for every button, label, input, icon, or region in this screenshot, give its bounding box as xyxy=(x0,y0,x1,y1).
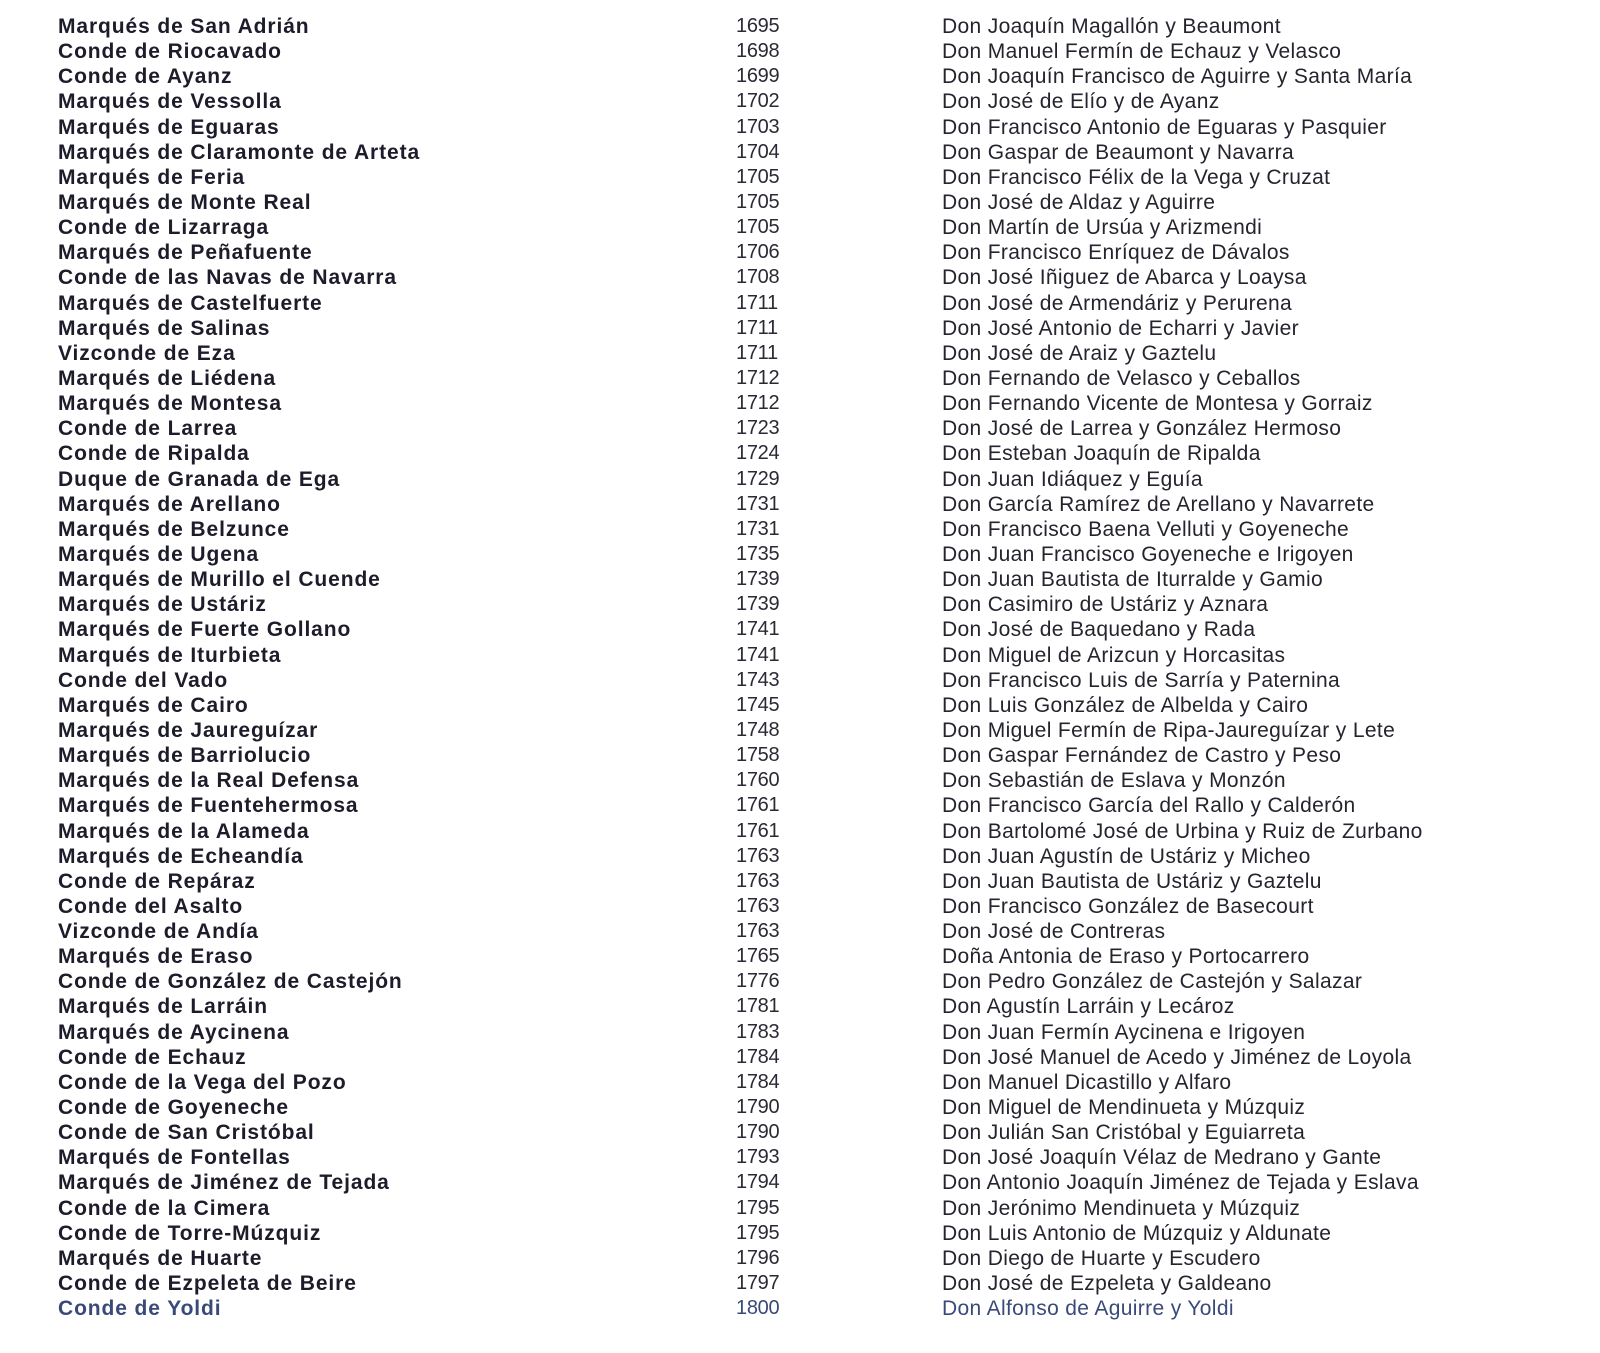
noble-title-cell: Marqués de Liédena xyxy=(58,366,277,390)
noble-title-cell: Conde de Lizarraga xyxy=(58,216,270,240)
table-row xyxy=(0,316,1600,341)
year-cell: 1711 xyxy=(736,341,778,364)
table-row xyxy=(0,1120,1600,1145)
holder-cell: Don Francisco Antonio de Eguaras y Pasquier xyxy=(942,115,1387,139)
table-row xyxy=(0,643,1600,668)
table-row xyxy=(0,1296,1600,1321)
table-row xyxy=(0,768,1600,793)
year-cell: 1800 xyxy=(736,1297,780,1320)
noble-title-cell: Marqués de Fuerte Gollano xyxy=(58,618,352,642)
noble-title-cell: Marqués de Echeandía xyxy=(58,844,304,868)
table-row xyxy=(0,14,1600,39)
table-row xyxy=(0,39,1600,64)
noble-title-cell: Conde de Ayanz xyxy=(58,65,233,89)
year-cell: 1790 xyxy=(736,1096,780,1119)
holder-cell: Don Francisco Baena Velluti y Goyeneche xyxy=(942,517,1350,541)
table-row xyxy=(0,869,1600,894)
year-cell: 1765 xyxy=(736,945,780,968)
year-cell: 1731 xyxy=(736,517,780,540)
noble-title-cell: Conde de Torre-Múzquiz xyxy=(58,1221,322,1245)
holder-cell: Don Luis González de Albelda y Cairo xyxy=(942,693,1309,717)
noble-title-cell: Marqués de Feria xyxy=(58,165,246,189)
noble-title-cell: Conde del Asalto xyxy=(58,894,244,918)
noble-title-cell: Conde de Riocavado xyxy=(58,40,282,64)
holder-cell: Don Esteban Joaquín de Ripalda xyxy=(942,442,1261,466)
holder-cell: Don Julián San Cristóbal y Eguiarreta xyxy=(942,1121,1306,1145)
noble-title-cell: Marqués de Barriolucio xyxy=(58,744,312,768)
holder-cell: Don José Iñiguez de Abarca y Loaysa xyxy=(942,266,1307,290)
table-row xyxy=(0,1070,1600,1095)
holder-cell: Don Juan Idiáquez y Eguía xyxy=(942,467,1203,491)
noble-title-cell: Marqués de Castelfuerte xyxy=(58,291,323,315)
table-row xyxy=(0,668,1600,693)
holder-cell: Don Francisco González de Basecourt xyxy=(942,894,1314,918)
year-cell: 1724 xyxy=(736,442,780,465)
table-row xyxy=(0,115,1600,140)
noble-title-cell: Marqués de Eraso xyxy=(58,945,254,969)
year-cell: 1795 xyxy=(736,1221,780,1244)
holder-cell: Don Francisco Enríquez de Dávalos xyxy=(942,241,1290,265)
titles-table xyxy=(0,14,1600,1321)
holder-cell: Don Juan Francisco Goyeneche e Irigoyen xyxy=(942,542,1354,566)
noble-title-cell: Marqués de Fontellas xyxy=(58,1146,291,1170)
holder-cell: Don Joaquín Magallón y Beaumont xyxy=(942,15,1281,38)
holder-cell: Don Juan Fermín Aycinena e Irigoyen xyxy=(942,1020,1306,1044)
year-cell: 1712 xyxy=(736,392,780,415)
noble-title-cell: Marqués de Belzunce xyxy=(58,517,290,541)
table-row xyxy=(0,215,1600,240)
table-row xyxy=(0,567,1600,592)
noble-title-cell: Marqués de Iturbieta xyxy=(58,643,282,667)
year-cell: 1790 xyxy=(736,1121,780,1144)
noble-title-cell: Conde de Ripalda xyxy=(58,442,250,466)
table-row xyxy=(0,542,1600,567)
year-cell: 1758 xyxy=(736,744,780,767)
holder-cell: Don Gaspar Fernández de Castro y Peso xyxy=(942,744,1342,768)
noble-title-cell: Conde de la Cimera xyxy=(58,1196,271,1220)
table-row xyxy=(0,467,1600,492)
table-body xyxy=(0,14,1600,1321)
table-row xyxy=(0,190,1600,215)
holder-cell: Don Fernando de Velasco y Ceballos xyxy=(942,366,1301,390)
noble-title-cell: Marqués de la Alameda xyxy=(58,819,310,843)
noble-title-cell: Conde de la Vega del Pozo xyxy=(58,1070,347,1094)
year-cell: 1748 xyxy=(736,718,780,741)
year-cell: 1741 xyxy=(736,618,780,641)
holder-cell: Don Pedro González de Castejón y Salazar xyxy=(942,970,1363,994)
year-cell: 1761 xyxy=(736,819,780,842)
table-row xyxy=(0,617,1600,642)
table-row xyxy=(0,89,1600,114)
year-cell: 1705 xyxy=(736,165,780,188)
table-row xyxy=(0,592,1600,617)
noble-title-cell: Marqués de Salinas xyxy=(58,316,271,340)
noble-title-cell: Conde de González de Castejón xyxy=(58,970,403,994)
holder-cell: Don Jerónimo Mendinueta y Múzquiz xyxy=(942,1196,1301,1220)
noble-title-cell: Marqués de Claramonte de Arteta xyxy=(58,140,421,164)
year-cell: 1763 xyxy=(736,894,780,917)
holder-cell: Don García Ramírez de Arellano y Navarrete xyxy=(942,492,1375,516)
holder-cell: Don Bartolomé José de Urbina y Ruiz de Zurbano xyxy=(942,819,1423,843)
year-cell: 1781 xyxy=(736,995,780,1018)
table-row xyxy=(0,919,1600,944)
noble-title-cell: Marqués de Fuentehermosa xyxy=(58,794,359,818)
table-row xyxy=(0,1145,1600,1170)
holder-cell: Don José de Aldaz y Aguirre xyxy=(942,190,1216,214)
year-cell: 1760 xyxy=(736,769,780,792)
year-cell: 1698 xyxy=(736,40,780,63)
table-row xyxy=(0,1095,1600,1120)
table-row xyxy=(0,994,1600,1019)
holder-cell: Don Manuel Dicastillo y Alfaro xyxy=(942,1070,1232,1094)
year-cell: 1763 xyxy=(736,844,780,867)
holder-cell: Don José de Armendáriz y Perurena xyxy=(942,291,1293,315)
table-row xyxy=(0,441,1600,466)
holder-cell: Don Fernando Vicente de Montesa y Gorraiz xyxy=(942,392,1373,416)
table-row xyxy=(0,793,1600,818)
noble-title-cell: Marqués de Jiménez de Tejada xyxy=(58,1171,390,1195)
holder-cell: Don José de Ezpeleta y Galdeano xyxy=(942,1272,1272,1296)
holder-cell: Don Gaspar de Beaumont y Navarra xyxy=(942,140,1295,164)
year-cell: 1795 xyxy=(736,1196,780,1219)
noble-title-cell: Vizconde de Andía xyxy=(58,920,259,944)
table-row xyxy=(0,1221,1600,1246)
noble-title-cell: Conde de San Cristóbal xyxy=(58,1121,315,1145)
noble-title-cell: Marqués de Larráin xyxy=(58,995,268,1019)
holder-cell: Don Antonio Joaquín Jiménez de Tejada y Eslava xyxy=(942,1171,1419,1195)
table-row xyxy=(0,391,1600,416)
table-row xyxy=(0,894,1600,919)
year-cell: 1711 xyxy=(736,316,778,339)
year-cell: 1794 xyxy=(736,1171,780,1194)
table-row xyxy=(0,291,1600,316)
year-cell: 1702 xyxy=(736,90,780,113)
year-cell: 1776 xyxy=(736,970,780,993)
year-cell: 1739 xyxy=(736,568,780,591)
noble-title-cell: Marqués de la Real Defensa xyxy=(58,769,360,793)
year-cell: 1695 xyxy=(736,15,780,37)
holder-cell: Don José de Contreras xyxy=(942,920,1166,944)
year-cell: 1763 xyxy=(736,869,780,892)
holder-cell: Don José de Araiz y Gaztelu xyxy=(942,341,1217,365)
year-cell: 1761 xyxy=(736,794,780,817)
noble-title-cell: Conde de Yoldi xyxy=(58,1297,222,1321)
year-cell: 1729 xyxy=(736,467,780,490)
table-row xyxy=(0,416,1600,441)
noble-title-cell: Marqués de Arellano xyxy=(58,492,281,516)
table-row xyxy=(0,1020,1600,1045)
year-cell: 1704 xyxy=(736,140,780,163)
year-cell: 1703 xyxy=(736,115,780,138)
holder-cell: Don Martín de Ursúa y Arizmendi xyxy=(942,216,1263,240)
holder-cell: Doña Antonia de Eraso y Portocarrero xyxy=(942,945,1310,969)
year-cell: 1705 xyxy=(736,216,780,239)
holder-cell: Don Manuel Fermín de Echauz y Velasco xyxy=(942,40,1342,64)
holder-cell: Don Miguel Fermín de Ripa-Jaureguízar y Lete xyxy=(942,718,1396,742)
year-cell: 1708 xyxy=(736,266,780,289)
table-row xyxy=(0,944,1600,969)
noble-title-cell: Vizconde de Eza xyxy=(58,341,236,365)
year-cell: 1711 xyxy=(736,291,778,314)
holder-cell: Don Casimiro de Ustáriz y Aznara xyxy=(942,593,1269,617)
noble-title-cell: Duque de Granada de Ega xyxy=(58,467,341,491)
noble-title-cell: Conde de las Navas de Navarra xyxy=(58,266,397,290)
table-row xyxy=(0,1196,1600,1221)
noble-title-cell: Marqués de San Adrián xyxy=(58,15,310,38)
noble-title-cell: Marqués de Jaureguízar xyxy=(58,718,319,742)
holder-cell: Don José Joaquín Vélaz de Medrano y Gante xyxy=(942,1146,1382,1170)
holder-cell: Don Sebastián de Eslava y Monzón xyxy=(942,769,1286,793)
year-cell: 1796 xyxy=(736,1246,780,1269)
table-row xyxy=(0,1170,1600,1195)
noble-title-cell: Marqués de Murillo el Cuende xyxy=(58,568,381,592)
noble-title-cell: Conde de Echauz xyxy=(58,1045,247,1069)
noble-title-cell: Marqués de Montesa xyxy=(58,392,282,416)
table-row xyxy=(0,1246,1600,1271)
holder-cell: Don José Manuel de Acedo y Jiménez de Loyola xyxy=(942,1045,1412,1069)
holder-cell: Don Francisco Félix de la Vega y Cruzat xyxy=(942,165,1331,189)
holder-cell: Don Alfonso de Aguirre y Yoldi xyxy=(942,1297,1234,1321)
year-cell: 1763 xyxy=(736,920,780,943)
year-cell: 1735 xyxy=(736,542,780,565)
table-row xyxy=(0,165,1600,190)
table-row xyxy=(0,819,1600,844)
holder-cell: Don Agustín Larráin y Lecároz xyxy=(942,995,1235,1019)
year-cell: 1745 xyxy=(736,693,780,716)
holder-cell: Don Francisco Luis de Sarría y Paternina xyxy=(942,668,1341,692)
year-cell: 1743 xyxy=(736,668,780,691)
table-row xyxy=(0,693,1600,718)
holder-cell: Don José de Baquedano y Rada xyxy=(942,618,1256,642)
table-row xyxy=(0,1045,1600,1070)
holder-cell: Don Juan Bautista de Iturralde y Gamio xyxy=(942,568,1323,592)
noble-title-cell: Marqués de Ugena xyxy=(58,542,260,566)
table-row xyxy=(0,1271,1600,1296)
noble-title-cell: Marqués de Peñafuente xyxy=(58,241,313,265)
year-cell: 1784 xyxy=(736,1070,780,1093)
year-cell: 1723 xyxy=(736,417,780,440)
year-cell: 1797 xyxy=(736,1272,780,1295)
year-cell: 1783 xyxy=(736,1020,780,1043)
noble-title-cell: Conde de Goyeneche xyxy=(58,1096,289,1120)
holder-cell: Don Miguel de Arizcun y Horcasitas xyxy=(942,643,1286,667)
year-cell: 1706 xyxy=(736,241,780,264)
year-cell: 1705 xyxy=(736,190,780,213)
year-cell: 1699 xyxy=(736,65,780,88)
year-cell: 1741 xyxy=(736,643,780,666)
noble-title-cell: Marqués de Monte Real xyxy=(58,190,312,214)
holder-cell: Don José de Larrea y González Hermoso xyxy=(942,417,1342,441)
noble-title-cell: Marqués de Aycinena xyxy=(58,1020,290,1044)
noble-title-cell: Marqués de Huarte xyxy=(58,1246,263,1270)
table-row xyxy=(0,265,1600,290)
holder-cell: Don Diego de Huarte y Escudero xyxy=(942,1246,1261,1270)
year-cell: 1793 xyxy=(736,1146,780,1169)
table-row xyxy=(0,64,1600,89)
table-row xyxy=(0,140,1600,165)
year-cell: 1712 xyxy=(736,366,780,389)
holder-cell: Don Francisco García del Rallo y Calderón xyxy=(942,794,1356,818)
noble-title-cell: Conde de Repáraz xyxy=(58,869,256,893)
year-cell: 1784 xyxy=(736,1045,780,1068)
table-row xyxy=(0,366,1600,391)
noble-title-cell: Conde de Ezpeleta de Beire xyxy=(58,1272,357,1296)
noble-title-cell: Marqués de Vessolla xyxy=(58,90,282,114)
table-row xyxy=(0,341,1600,366)
table-row xyxy=(0,969,1600,994)
year-cell: 1739 xyxy=(736,593,780,616)
noble-title-cell: Marqués de Ustáriz xyxy=(58,593,267,617)
noble-title-cell: Conde del Vado xyxy=(58,668,229,692)
year-cell: 1731 xyxy=(736,492,780,515)
table-row xyxy=(0,718,1600,743)
holder-cell: Don Luis Antonio de Múzquiz y Aldunate xyxy=(942,1221,1332,1245)
noble-title-cell: Conde de Larrea xyxy=(58,417,238,441)
noble-title-cell: Marqués de Cairo xyxy=(58,693,249,717)
table-row xyxy=(0,517,1600,542)
table-row xyxy=(0,844,1600,869)
holder-cell: Don José Antonio de Echarri y Javier xyxy=(942,316,1299,340)
noble-title-cell: Marqués de Eguaras xyxy=(58,115,280,139)
table-row xyxy=(0,492,1600,517)
table-row xyxy=(0,240,1600,265)
holder-cell: Don Juan Agustín de Ustáriz y Micheo xyxy=(942,844,1311,868)
holder-cell: Don Joaquín Francisco de Aguirre y Santa María xyxy=(942,65,1413,89)
holder-cell: Don Juan Bautista de Ustáriz y Gaztelu xyxy=(942,869,1322,893)
table-row xyxy=(0,743,1600,768)
holder-cell: Don Miguel de Mendinueta y Múzquiz xyxy=(942,1096,1306,1120)
holder-cell: Don José de Elío y de Ayanz xyxy=(942,90,1220,114)
